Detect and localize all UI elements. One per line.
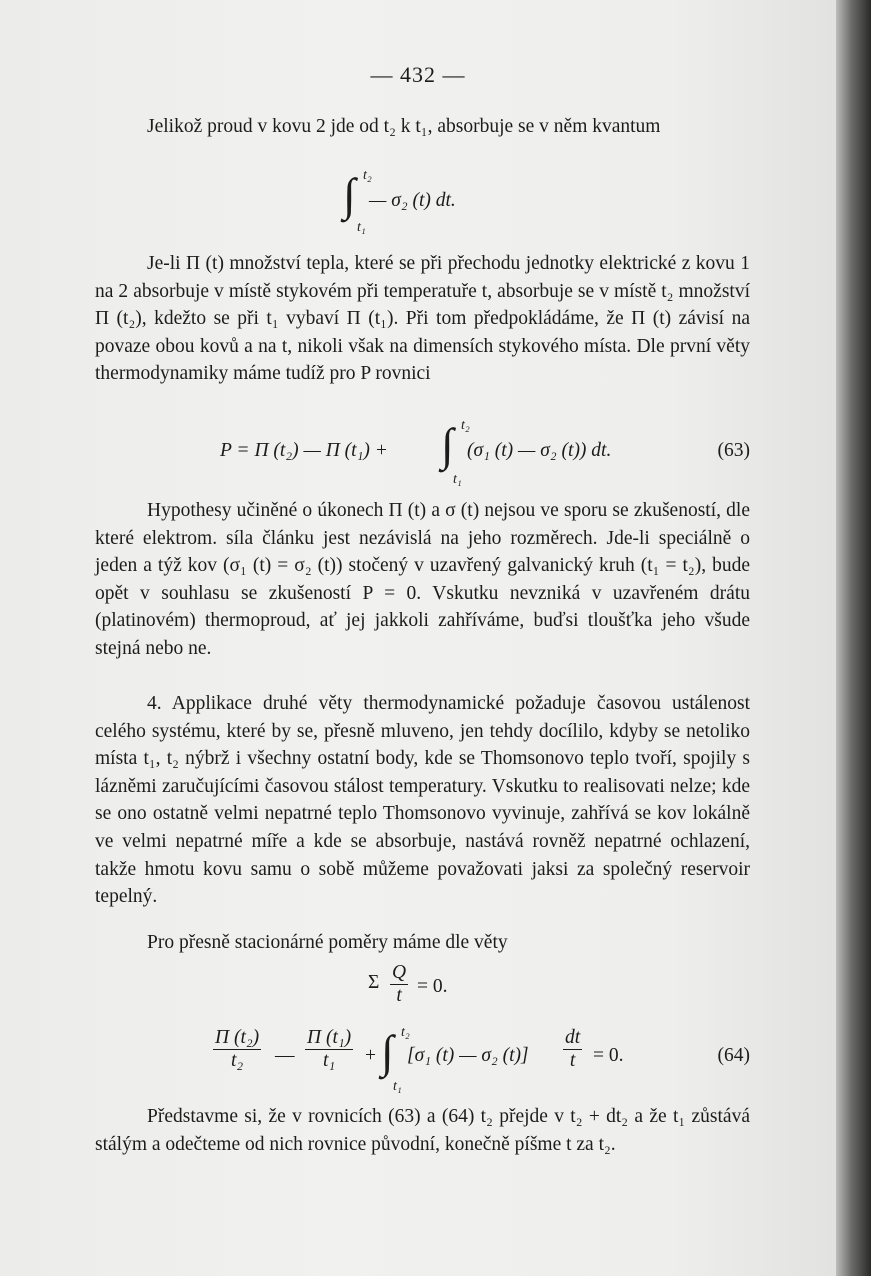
sum-sign: Σ [368, 972, 380, 993]
paragraph-5-text: Pro přesně stacionárné poměry máme dle věty [147, 932, 508, 953]
lower-limit: t₁ [393, 1079, 402, 1094]
paragraph-2 [95, 250, 750, 388]
paragraph-4-text: 4. Applikace druhé věty thermodynamické požaduje časovou ustálenost celého systému, které by se, přesně mluveno, jen tehdy docílilo, kdyby se netoliko místa t₁, t₂ nýbrž i všechny ostatní body, kde se Thomsonovo teplo tvoří, spojily s lázněmi zaručujícími časovou stálost temperatury. Vskutku to realisovati nelze; kde se ono ostatně velmi nepatrné teplo Thomsonovo vyvinuje, zahřívá se kov lokálně ve velmi nepatrné míře a kde se absorbuje, nastává rovněž nepatrné ochlazení, takže hmotu kovu samu o sobě můžeme považovati jaksi za společný reservoir tepelný. [95, 693, 750, 908]
equation-63-left: P = Π (t₂) — Π (t₁) + [220, 440, 388, 461]
paragraph-6-text: Představme si, že v rovnicích (63) a (64) t₂ přejde v t₂ + dt₂ a že t₁ zůstává stálým a odečteme od nich rovnice původní, konečně píšme t za t₂. [95, 1106, 750, 1155]
plus-sign: + [365, 1045, 376, 1066]
paragraph-5 [95, 929, 750, 957]
fraction-numerator: dt [565, 1027, 581, 1048]
upper-limit: t₂ [401, 1025, 410, 1040]
integral-sign: ∫ [381, 1026, 394, 1077]
fraction-numerator: Π (t₂) [215, 1027, 260, 1048]
formula-sum [95, 962, 750, 1012]
fraction-denominator: t₁ [322, 1050, 336, 1071]
fraction-numerator: Q [392, 962, 407, 983]
minus-sign: — [275, 1045, 295, 1066]
paragraph-6 [95, 1103, 750, 1158]
equation-63 [95, 420, 750, 486]
fraction-denominator: t [569, 1050, 576, 1071]
paragraph-3 [95, 497, 750, 663]
paragraph-1 [95, 113, 750, 141]
page-number: — 432 — [370, 62, 466, 87]
upper-limit: t₂ [363, 168, 372, 183]
lower-limit: t₁ [453, 472, 462, 487]
equation-number-63: (63) [717, 440, 750, 461]
fraction-pi-t2 [213, 1027, 261, 1072]
fraction-denominator: t₂ [230, 1050, 244, 1071]
equation-number-64: (64) [717, 1045, 750, 1066]
integral-sign: ∫ [441, 419, 454, 470]
fraction-pi-t1 [305, 1027, 353, 1072]
integrand: — σ₂ (t) dt. [369, 190, 456, 211]
sum-equals: = 0. [417, 976, 448, 997]
fraction-q-over-t [390, 962, 408, 1007]
fraction-dt-over-t [563, 1027, 582, 1072]
paragraph-2-text: Je-li Π (t) množství tepla, které se při přechodu jednotky elektrické z kovu 1 na 2 absorbuje v místě stykovém při temperatuře t, absorbuje se v místě t₂ množství Π (t₂), kdežto se při t₁ vybaví Π (t₁). Při tom předpokládáme, že Π (t) závisí na povaze obou kovů a na t, nikoli však na dimensích stykového místa. Dle první věty thermodynamiky máme tudíž pro P rovnici [95, 253, 750, 385]
equation-64-integrand: [σ₁ (t) — σ₂ (t)] [407, 1045, 529, 1066]
lower-limit: t₁ [357, 220, 366, 235]
paragraph-4 [95, 690, 750, 911]
formula-thomson-integral [95, 168, 750, 238]
fraction-denominator: t [396, 985, 402, 1006]
fraction-numerator: Π (t₁) [307, 1027, 352, 1048]
equation-64 [95, 1025, 750, 1095]
paragraph-3-text: Hypothesy učiněné o úkonech Π (t) a σ (t) nejsou ve sporu se zkušeností, dle které elektrom. síla článku jest nezávislá na jeho rozměrech. Jde-li speciálně o jeden a týž kov (σ₁ (t) = σ₂ (t)) stočený v uzavřený galvanický kruh (t₁ = t₂), bude opět v souhlasu se zkušeností P = 0. Vskutku nevzniká v uzavřeném drátu (platinovém) thermoproud, ať jej jakkoli zahříváme, buďsi tloušťka jeho všude stejná nebo ne. [95, 500, 750, 659]
integral-sign: ∫ [343, 169, 356, 220]
book-spine-shadow [836, 0, 871, 1276]
upper-limit: t₂ [461, 418, 470, 433]
equation-64-equals: = 0. [593, 1045, 624, 1066]
equation-63-integrand: (σ₁ (t) — σ₂ (t)) dt. [467, 440, 612, 461]
paragraph-1-text: Jelikož proud v kovu 2 jde od t₂ k t₁, absorbuje se v něm kvantum [147, 116, 661, 137]
